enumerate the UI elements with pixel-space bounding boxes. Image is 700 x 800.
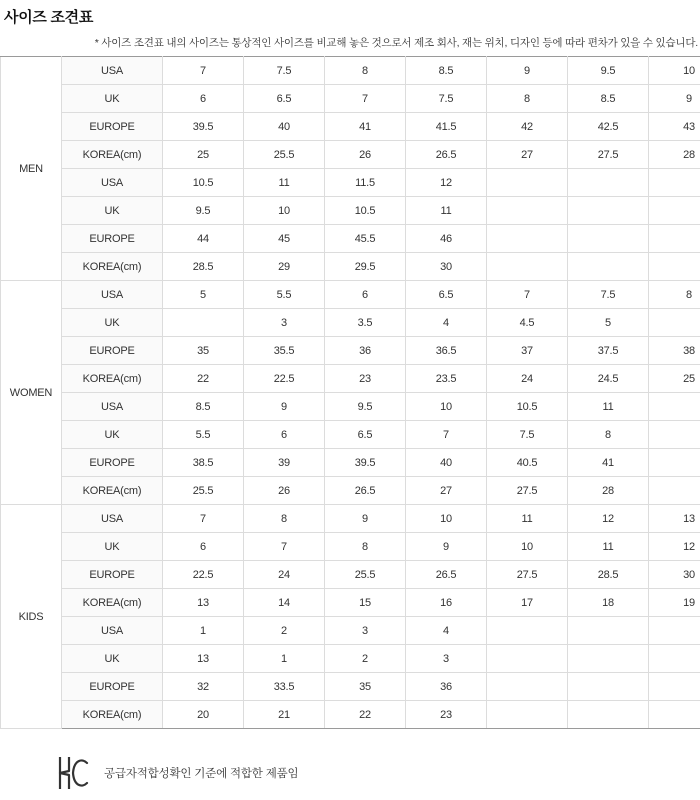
size-cell: 39 xyxy=(244,449,325,477)
size-cell: 6 xyxy=(163,85,244,113)
size-cell: 45.5 xyxy=(325,225,406,253)
size-cell: 8.5 xyxy=(406,57,487,85)
size-cell xyxy=(649,617,700,645)
size-cell: 9.5 xyxy=(568,57,649,85)
size-cell: 5 xyxy=(163,281,244,309)
size-cell xyxy=(649,197,700,225)
size-cell xyxy=(649,673,700,701)
size-cell: 10 xyxy=(649,57,700,85)
size-cell: 20 xyxy=(163,701,244,729)
size-cell xyxy=(487,169,568,197)
size-cell xyxy=(649,253,700,281)
unit-label: EUROPE xyxy=(62,225,163,253)
size-cell xyxy=(649,393,700,421)
size-cell xyxy=(487,673,568,701)
size-cell: 5 xyxy=(568,309,649,337)
size-cell: 7 xyxy=(244,533,325,561)
size-cell: 30 xyxy=(406,253,487,281)
size-cell: 36 xyxy=(406,673,487,701)
size-cell: 9 xyxy=(487,57,568,85)
page-title: 사이즈 조견표 xyxy=(4,9,94,26)
size-cell: 40 xyxy=(406,449,487,477)
size-cell: 37 xyxy=(487,337,568,365)
unit-label: KOREA(cm) xyxy=(62,477,163,505)
size-cell: 22.5 xyxy=(244,365,325,393)
size-cell: 38.5 xyxy=(163,449,244,477)
size-cell: 28.5 xyxy=(568,561,649,589)
size-cell: 19 xyxy=(649,589,700,617)
certification-text: 공급자적합성확인 기준에 적합한 제품임 xyxy=(104,768,299,780)
table-row xyxy=(1,57,700,85)
unit-label: EUROPE xyxy=(62,337,163,365)
size-cell: 35.5 xyxy=(244,337,325,365)
size-cell: 33.5 xyxy=(244,673,325,701)
size-cell xyxy=(649,169,700,197)
size-cell xyxy=(568,169,649,197)
size-cell: 27 xyxy=(406,477,487,505)
size-cell: 11 xyxy=(568,533,649,561)
size-cell: 38 xyxy=(649,337,700,365)
table-row xyxy=(1,617,700,645)
size-cell: 28.5 xyxy=(163,253,244,281)
table-row xyxy=(1,309,700,337)
size-cell: 13 xyxy=(163,645,244,673)
size-cell: 11 xyxy=(568,393,649,421)
table-row xyxy=(1,365,700,393)
table-row xyxy=(1,561,700,589)
size-cell: 25 xyxy=(649,365,700,393)
size-cell xyxy=(568,225,649,253)
size-cell: 11 xyxy=(487,505,568,533)
size-cell: 11 xyxy=(406,197,487,225)
size-cell: 7 xyxy=(163,505,244,533)
size-cell: 6.5 xyxy=(406,281,487,309)
size-cell: 25.5 xyxy=(163,477,244,505)
unit-label: USA xyxy=(62,393,163,421)
group-label-men: MEN xyxy=(1,57,62,281)
size-cell: 40 xyxy=(244,113,325,141)
kc-mark-icon xyxy=(56,755,90,791)
size-cell: 39.5 xyxy=(163,113,244,141)
size-cell xyxy=(487,617,568,645)
size-cell: 27 xyxy=(487,141,568,169)
size-cell xyxy=(568,197,649,225)
size-cell: 28 xyxy=(649,141,700,169)
size-cell: 22 xyxy=(325,701,406,729)
size-cell: 9 xyxy=(649,85,700,113)
size-cell: 4 xyxy=(406,309,487,337)
unit-label: KOREA(cm) xyxy=(62,701,163,729)
size-cell: 10.5 xyxy=(487,393,568,421)
table-row xyxy=(1,589,700,617)
unit-label: EUROPE xyxy=(62,449,163,477)
size-cell: 9 xyxy=(406,533,487,561)
size-cell xyxy=(649,225,700,253)
size-cell: 6.5 xyxy=(244,85,325,113)
unit-label: USA xyxy=(62,57,163,85)
size-cell: 7.5 xyxy=(406,85,487,113)
size-cell xyxy=(568,673,649,701)
size-cell: 25.5 xyxy=(325,561,406,589)
unit-label: KOREA(cm) xyxy=(62,253,163,281)
size-cell: 6 xyxy=(325,281,406,309)
size-cell: 46 xyxy=(406,225,487,253)
size-cell: 29.5 xyxy=(325,253,406,281)
size-cell: 8 xyxy=(325,533,406,561)
size-cell: 8 xyxy=(487,85,568,113)
size-cell: 45 xyxy=(244,225,325,253)
size-cell xyxy=(649,701,700,729)
size-table-body xyxy=(1,57,700,729)
size-cell: 13 xyxy=(649,505,700,533)
size-cell: 23 xyxy=(406,701,487,729)
table-row xyxy=(1,393,700,421)
size-cell: 41 xyxy=(568,449,649,477)
size-cell xyxy=(487,253,568,281)
size-cell xyxy=(649,645,700,673)
size-cell: 8 xyxy=(325,57,406,85)
size-cell xyxy=(568,253,649,281)
size-cell: 8 xyxy=(649,281,700,309)
table-row xyxy=(1,253,700,281)
unit-label: EUROPE xyxy=(62,113,163,141)
unit-label: KOREA(cm) xyxy=(62,141,163,169)
unit-label: EUROPE xyxy=(62,673,163,701)
size-cell: 12 xyxy=(649,533,700,561)
size-cell xyxy=(163,309,244,337)
size-cell: 35 xyxy=(325,673,406,701)
size-cell: 22 xyxy=(163,365,244,393)
size-cell: 24 xyxy=(487,365,568,393)
table-row xyxy=(1,449,700,477)
size-cell: 36.5 xyxy=(406,337,487,365)
size-cell: 16 xyxy=(406,589,487,617)
size-cell: 2 xyxy=(325,645,406,673)
group-label-women: WOMEN xyxy=(1,281,62,505)
size-cell: 23.5 xyxy=(406,365,487,393)
size-cell: 11.5 xyxy=(325,169,406,197)
size-cell: 10.5 xyxy=(163,169,244,197)
unit-label: USA xyxy=(62,617,163,645)
size-cell: 25 xyxy=(163,141,244,169)
size-cell: 9 xyxy=(244,393,325,421)
size-cell: 43 xyxy=(649,113,700,141)
unit-label: UK xyxy=(62,421,163,449)
size-cell xyxy=(649,421,700,449)
size-cell: 4 xyxy=(406,617,487,645)
size-cell: 26.5 xyxy=(325,477,406,505)
size-cell: 9 xyxy=(325,505,406,533)
size-cell: 26.5 xyxy=(406,561,487,589)
unit-label: KOREA(cm) xyxy=(62,365,163,393)
size-cell: 8.5 xyxy=(568,85,649,113)
table-row xyxy=(1,85,700,113)
unit-label: UK xyxy=(62,645,163,673)
size-cell: 24.5 xyxy=(568,365,649,393)
table-row xyxy=(1,197,700,225)
size-cell: 22.5 xyxy=(163,561,244,589)
size-cell xyxy=(649,309,700,337)
size-cell: 9.5 xyxy=(325,393,406,421)
size-cell: 27.5 xyxy=(487,477,568,505)
size-cell: 40.5 xyxy=(487,449,568,477)
size-cell xyxy=(568,645,649,673)
unit-label: UK xyxy=(62,309,163,337)
size-cell: 28 xyxy=(568,477,649,505)
size-cell: 15 xyxy=(325,589,406,617)
size-cell: 39.5 xyxy=(325,449,406,477)
size-cell: 27.5 xyxy=(487,561,568,589)
table-row xyxy=(1,533,700,561)
size-cell: 25.5 xyxy=(244,141,325,169)
size-cell: 7.5 xyxy=(487,421,568,449)
size-cell xyxy=(487,225,568,253)
size-cell: 29 xyxy=(244,253,325,281)
table-row xyxy=(1,477,700,505)
unit-label: UK xyxy=(62,197,163,225)
group-label-kids: KIDS xyxy=(1,505,62,729)
size-cell xyxy=(487,197,568,225)
size-cell: 4.5 xyxy=(487,309,568,337)
size-cell: 41 xyxy=(325,113,406,141)
size-cell: 3 xyxy=(325,617,406,645)
size-cell: 12 xyxy=(568,505,649,533)
size-cell: 37.5 xyxy=(568,337,649,365)
size-cell: 7 xyxy=(325,85,406,113)
size-cell: 3.5 xyxy=(325,309,406,337)
unit-label: USA xyxy=(62,281,163,309)
size-cell: 7 xyxy=(163,57,244,85)
table-row xyxy=(1,701,700,729)
size-cell: 36 xyxy=(325,337,406,365)
size-cell: 2 xyxy=(244,617,325,645)
size-cell: 26.5 xyxy=(406,141,487,169)
size-cell: 35 xyxy=(163,337,244,365)
size-cell: 42 xyxy=(487,113,568,141)
size-chart-note: * 사이즈 조견표 내의 사이즈는 통상적인 사이즈를 비교해 놓은 것으로서 제조 회사, 재는 위치, 디자인 등에 따라 편차가 있을 수 있습니다. xyxy=(94,37,698,49)
size-cell: 44 xyxy=(163,225,244,253)
size-cell: 10.5 xyxy=(325,197,406,225)
table-row xyxy=(1,421,700,449)
size-cell: 6 xyxy=(244,421,325,449)
size-cell: 24 xyxy=(244,561,325,589)
size-cell: 6 xyxy=(163,533,244,561)
size-cell: 7.5 xyxy=(568,281,649,309)
size-cell: 10 xyxy=(406,505,487,533)
size-cell: 17 xyxy=(487,589,568,617)
size-cell: 11 xyxy=(244,169,325,197)
size-cell: 7 xyxy=(406,421,487,449)
size-cell: 8 xyxy=(244,505,325,533)
size-cell: 8.5 xyxy=(163,393,244,421)
table-row xyxy=(1,673,700,701)
unit-label: USA xyxy=(62,505,163,533)
size-cell: 30 xyxy=(649,561,700,589)
size-cell: 27.5 xyxy=(568,141,649,169)
unit-label: UK xyxy=(62,533,163,561)
size-cell: 12 xyxy=(406,169,487,197)
table-row xyxy=(1,169,700,197)
size-cell xyxy=(487,701,568,729)
table-row xyxy=(1,225,700,253)
unit-label: KOREA(cm) xyxy=(62,589,163,617)
size-cell: 32 xyxy=(163,673,244,701)
table-row xyxy=(1,113,700,141)
table-row xyxy=(1,505,700,533)
size-cell: 13 xyxy=(163,589,244,617)
size-cell: 26 xyxy=(325,141,406,169)
size-cell: 3 xyxy=(406,645,487,673)
table-row xyxy=(1,337,700,365)
size-cell: 18 xyxy=(568,589,649,617)
size-cell: 8 xyxy=(568,421,649,449)
size-cell: 7.5 xyxy=(244,57,325,85)
size-cell: 10 xyxy=(406,393,487,421)
size-cell: 5.5 xyxy=(244,281,325,309)
table-row xyxy=(1,141,700,169)
unit-label: USA xyxy=(62,169,163,197)
certification-footer xyxy=(0,755,700,791)
size-cell xyxy=(649,449,700,477)
size-conversion-table xyxy=(0,56,700,729)
size-cell: 5.5 xyxy=(163,421,244,449)
size-cell: 10 xyxy=(244,197,325,225)
size-cell: 1 xyxy=(244,645,325,673)
unit-label: UK xyxy=(62,85,163,113)
size-cell: 6.5 xyxy=(325,421,406,449)
size-cell: 14 xyxy=(244,589,325,617)
table-row xyxy=(1,645,700,673)
size-cell xyxy=(568,701,649,729)
size-cell: 10 xyxy=(487,533,568,561)
size-cell xyxy=(649,477,700,505)
size-cell: 42.5 xyxy=(568,113,649,141)
size-cell xyxy=(568,617,649,645)
table-row xyxy=(1,281,700,309)
size-cell: 3 xyxy=(244,309,325,337)
size-cell: 21 xyxy=(244,701,325,729)
unit-label: EUROPE xyxy=(62,561,163,589)
size-cell xyxy=(487,645,568,673)
size-cell: 1 xyxy=(163,617,244,645)
size-cell: 9.5 xyxy=(163,197,244,225)
size-cell: 41.5 xyxy=(406,113,487,141)
size-cell: 26 xyxy=(244,477,325,505)
size-cell: 7 xyxy=(487,281,568,309)
size-cell: 23 xyxy=(325,365,406,393)
